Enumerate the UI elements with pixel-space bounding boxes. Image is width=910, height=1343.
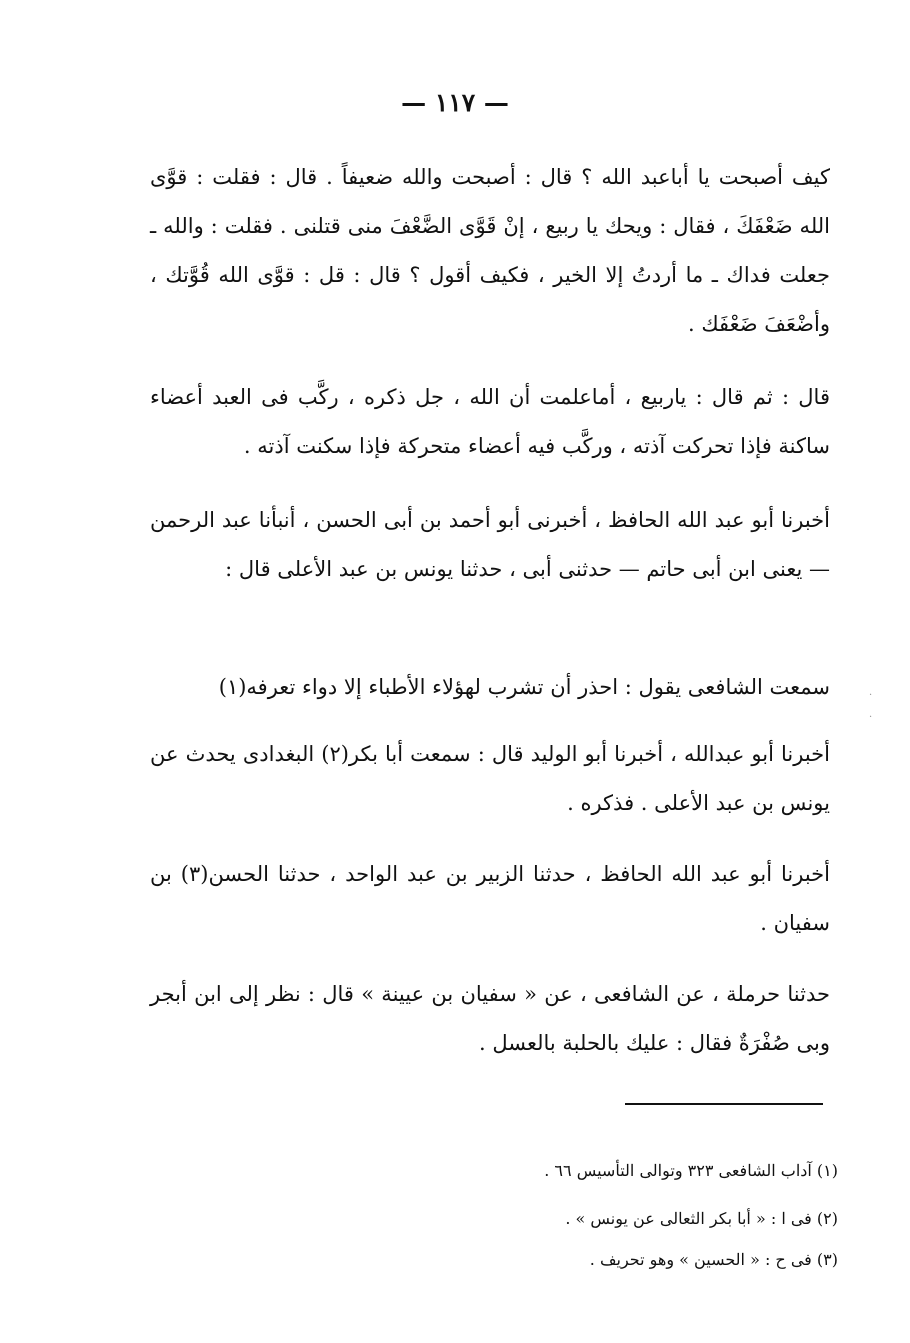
- page-number: — ١١٧ —: [401, 88, 509, 117]
- paragraph-4: سمعت الشافعى يقول : احذر أن تشرب لهؤلاء الأطباء إلا دواء تعرفه(١): [218, 675, 830, 699]
- paragraph-1: كيف أصبحت يا أباعبد الله ؟ قال : أصبحت والله ضعيفاً . قال : فقلت : قوَّى الله ضَعْفَكَ ، فقال : ويحك يا ربيع ، إنْ قَوَّى الضَّعْفَ منى قتلنى . فقلت : والله ـ جعلت فداك ـ ما أردتُ إلا الخير ، فكيف أقول ؟ قال : قل : قوَّى الله قُوَّتك ، وأضْعَفَ ضَعْفَك .: [150, 165, 830, 336]
- footnote-separator: [625, 1103, 823, 1105]
- paragraph-2: قال : ثم قال : ياربيع ، أماعلمت أن الله ، جل ذكره ، ركَّب فى العبد أعضاء ساكنة فإذا تحركت آذته ، وركَّب فيه أعضاء متحركة فإذا سكنت آذته .: [150, 385, 830, 458]
- footnote-3: (٣) فى ح : « الحسين » وهو تحريف .: [589, 1250, 838, 1269]
- scan-speck: ·: [869, 690, 873, 701]
- paragraph-5: أخبرنا أبو عبدالله ، أخبرنا أبو الوليد قال : سمعت أبا بكر(٢) البغدادى يحدث عن يونس بن عبد الأعلى . فذكره .: [150, 742, 830, 815]
- paragraph-3: أخبرنا أبو عبد الله الحافظ ، أخبرنى أبو أحمد بن أبى الحسن ، أنبأنا عبد الرحمن — يعنى ابن أبى حاتم — حدثنى أبى ، حدثنا يونس بن عبد الأعلى قال :: [150, 508, 830, 581]
- footnote-1: (١) آداب الشافعى ٣٢٣ وتوالى التأسيس ٦٦ .: [544, 1161, 838, 1180]
- footnote-2: (٢) فى ا : « أبا بكر الثعالى عن يونس » .: [565, 1209, 838, 1228]
- scan-speck: ·: [869, 712, 873, 723]
- paragraph-7: حدثنا حرملة ، عن الشافعى ، عن « سفيان بن عيينة » قال : نظر إلى ابن أبجر وبى صُفْرَةٌ فقال : عليك بالحلبة بالعسل .: [150, 982, 830, 1055]
- paragraph-6: أخبرنا أبو عبد الله الحافظ ، حدثنا الزبير بن عبد الواحد ، حدثنا الحسن(٣) بن سفيان .: [150, 862, 830, 935]
